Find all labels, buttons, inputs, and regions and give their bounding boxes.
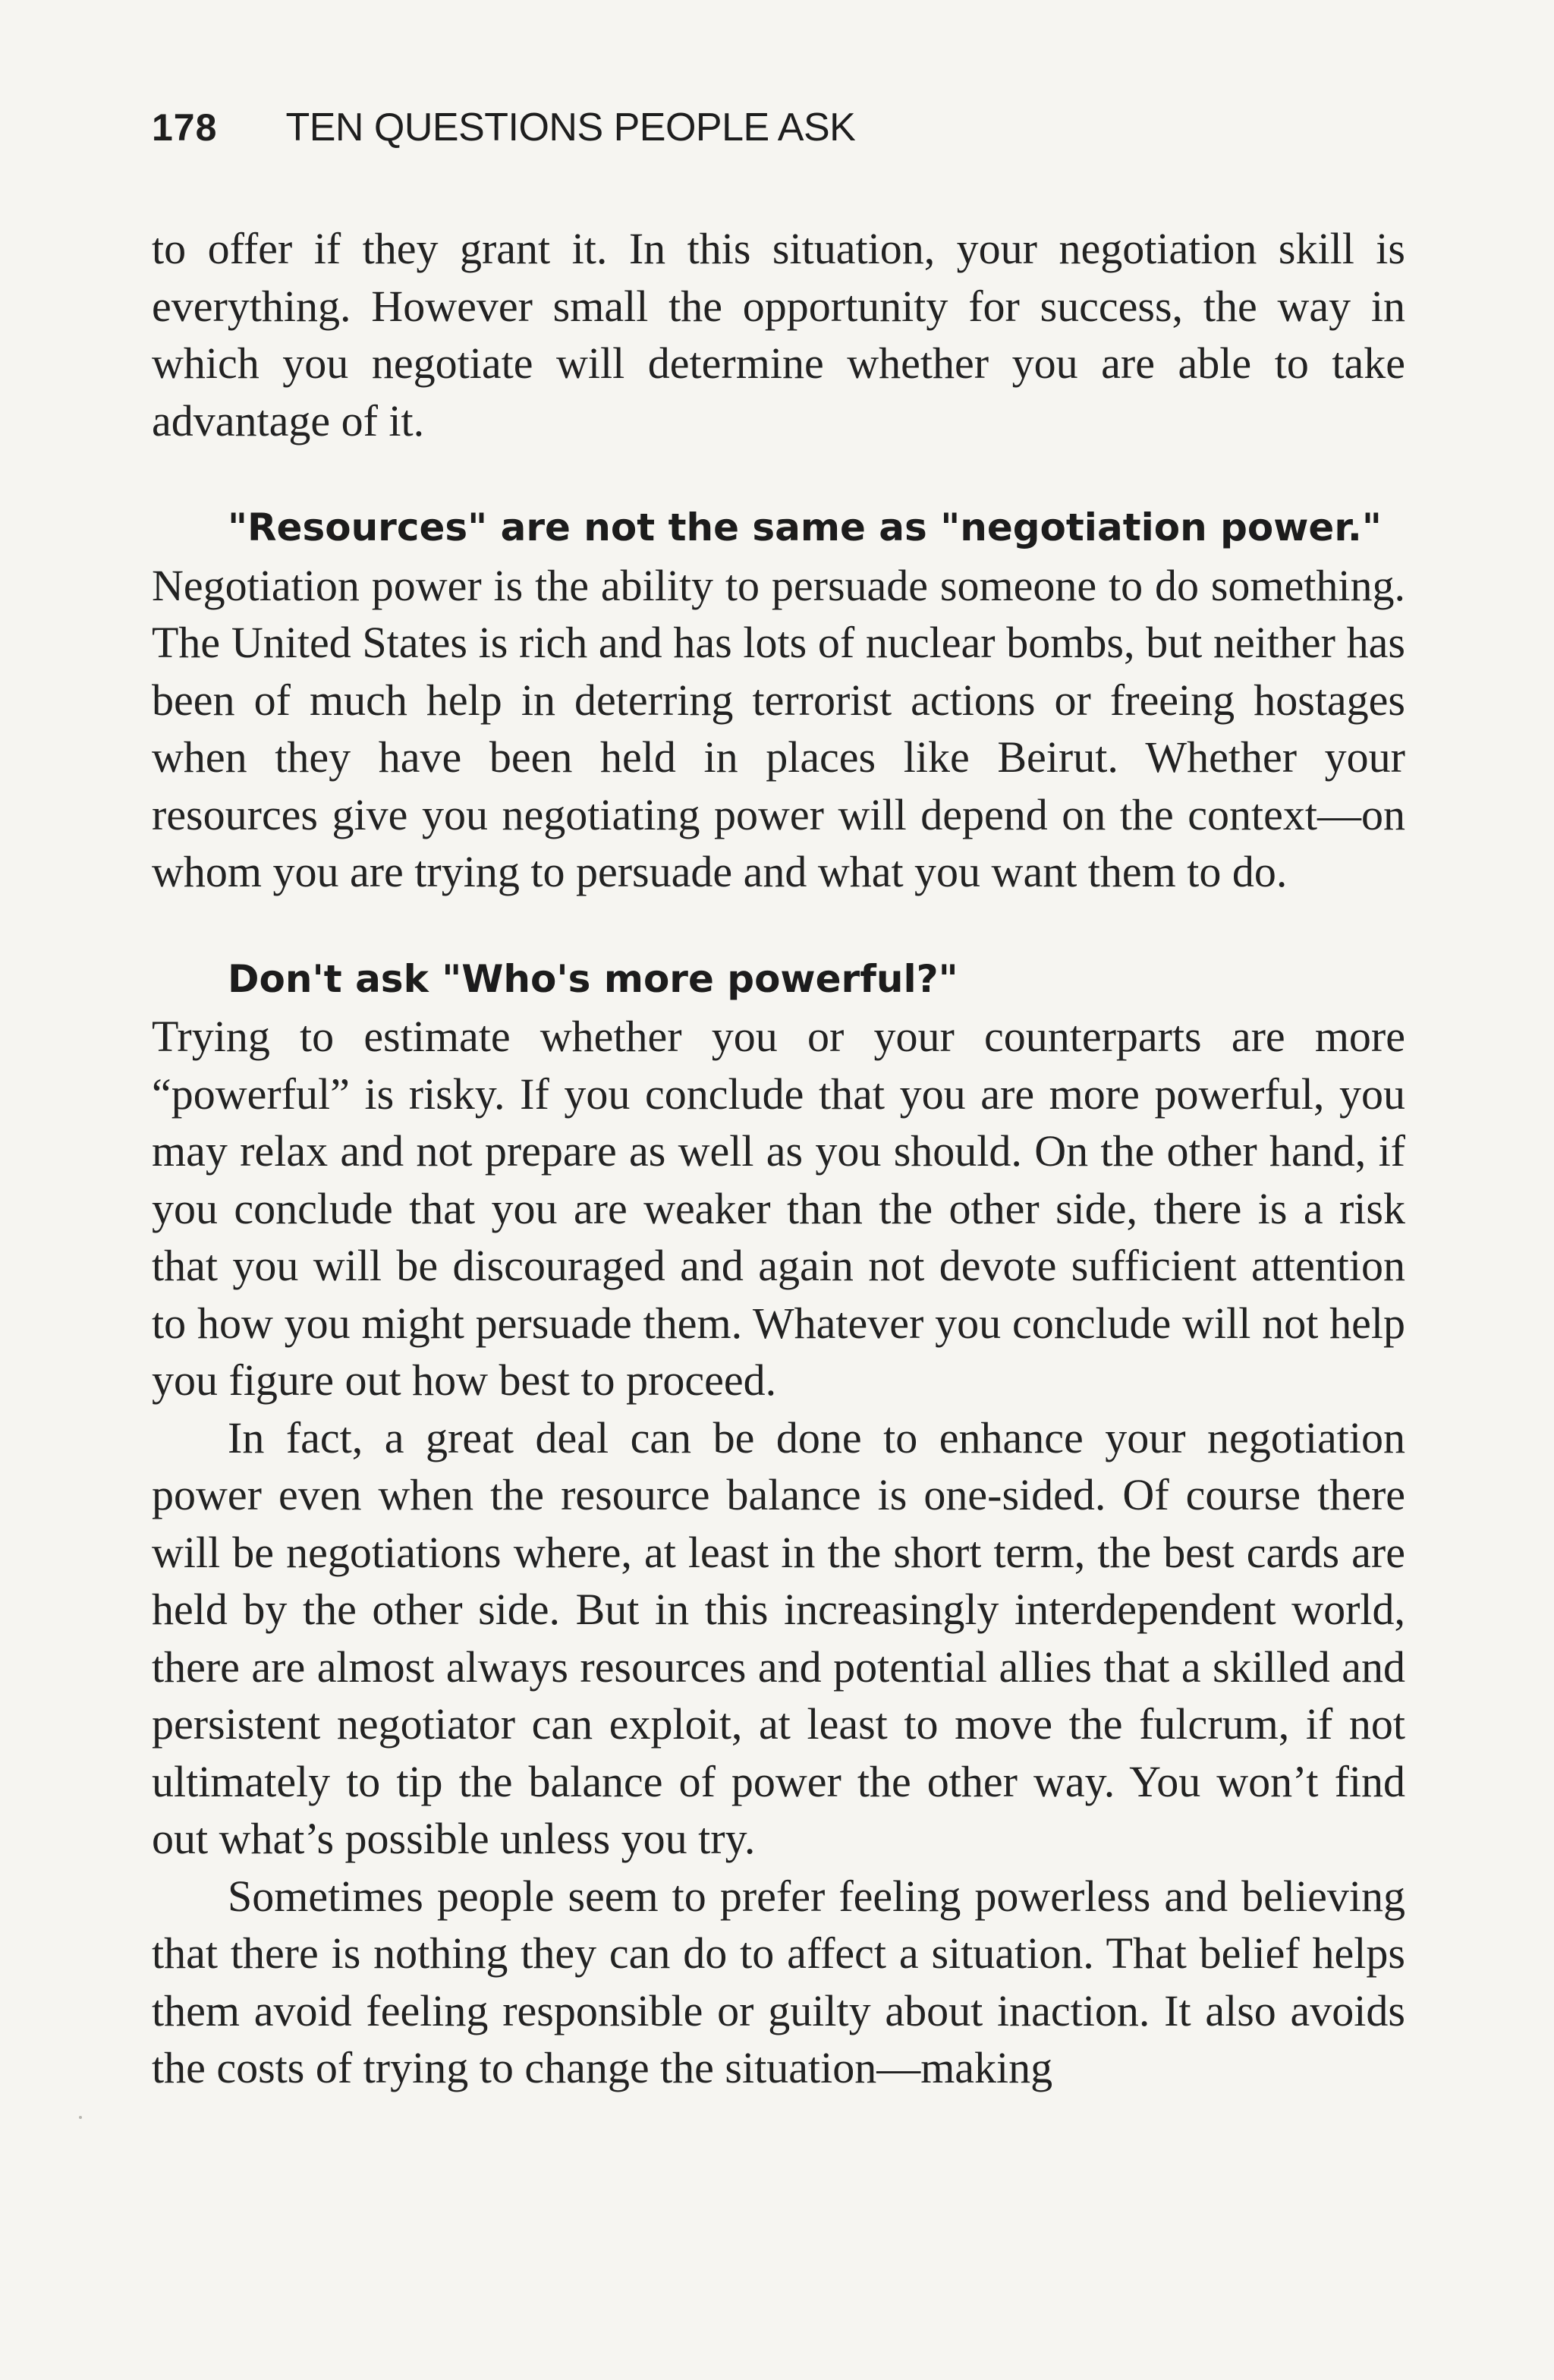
subheading-resources: "Resources" are not the same as "negotiation power.": [228, 505, 1382, 549]
scan-speck: [79, 2116, 82, 2119]
body-text: [152, 220, 1405, 2097]
running-head: TEN QUESTIONS PEOPLE ASK: [285, 105, 856, 150]
paragraph-negotiation-power: Negotiation power is the ability to persuade someone to do something. The United States is rich and has lots of nuclear bombs, but neither has been of much help in deterring terrorist actions or freeing hostages when they have been held in places like Beirut. Whether your resources give you negotiating power will depend on the context—on whom you are trying to persuade and what you want them to do.: [152, 560, 1405, 896]
page-number: 178: [152, 106, 218, 149]
paragraph-feeling-powerless: Sometimes people seem to prefer feeling powerless and believing that there is nothing they can do to affect a situation. That belief helps them avoid feeling responsible or guilty about inaction. It also avoids the costs of trying to change the situation—making: [152, 1871, 1405, 2092]
page-header: [152, 105, 855, 165]
paragraph-enhance-power: In fact, a great deal can be done to enhance your negotiation power even when the resource balance is one-sided. Of course there will be negotiations where, at least in the short term, the best cards are held by the other side. But in this increasingly interdependent world, there are almost always resources and potential allies that a skilled and persistent negotiator can exploit, at least to move the fulcrum, if not ultimately to tip the balance of power the other way. You won’t find out what’s possible unless you try.: [152, 1412, 1405, 1863]
paragraph-estimate-power: Trying to estimate whether you or your counterparts are more “powerful” is risky. If you conclude that you are more powerful, you may relax and not prepare as well as you should. On the other hand, if you conclude that you are weaker than the other side, there is a risk that you will be discouraged and again not devote sufficient attention to how you might persuade them. Whatever you conclude will not help you figure out how best to proceed.: [152, 1012, 1405, 1405]
section-gap: [152, 901, 1405, 951]
subheading-who-more-powerful: Don't ask "Who's more powerful?": [228, 956, 958, 1001]
section-gap: [152, 449, 1405, 499]
paragraph-continuation: to offer if they grant it. In this situation, your negotiation skill is everything. However small the opportunity for success, the way in which you negotiate will determine whether you are able to take advantage of it.: [152, 224, 1405, 445]
